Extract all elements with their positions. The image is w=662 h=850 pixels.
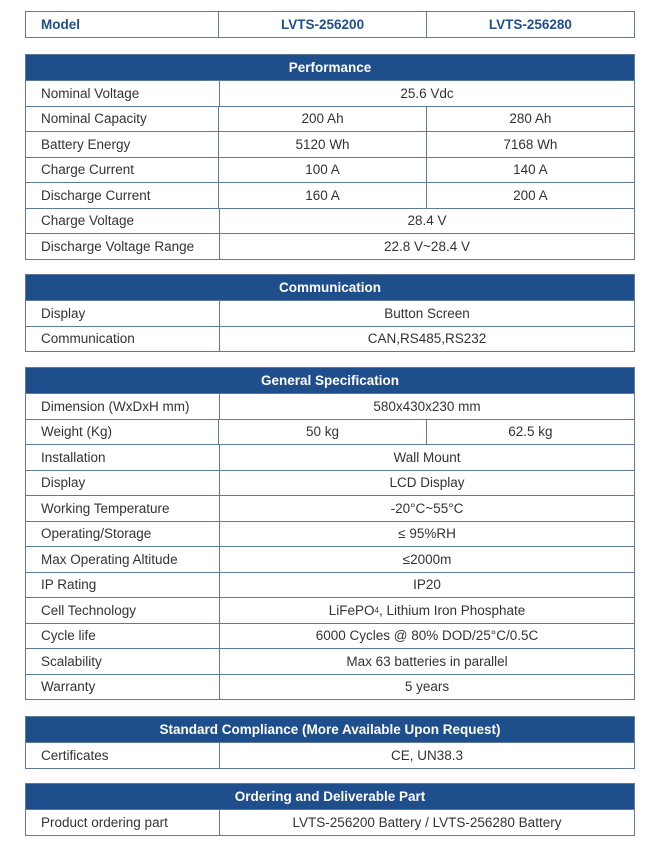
table-row [26,233,634,259]
row-label: Nominal Voltage [26,81,220,106]
table-row [26,208,634,234]
cell-chem-prefix: LiFePO [328,602,375,618]
row-label: Discharge Voltage Range [26,234,220,259]
cell-chem-suffix: , Lithium Iron Phosphate [378,602,526,618]
model-row [26,12,634,37]
table-row [26,182,634,208]
row-label: Product ordering part [26,810,220,835]
table-row [26,572,634,598]
ordering-header: Ordering and Deliverable Part [26,784,634,809]
row-value: CAN,RS485,RS232 [367,331,487,347]
row-label: Charge Current [26,158,219,183]
table-row [26,623,634,649]
row-value: 28.4 V [407,213,447,229]
row-value: CE, UN38.3 [390,747,464,763]
performance-table [25,54,635,260]
row-value: Button Screen [384,305,470,321]
row-value: LCD Display [389,475,465,491]
general-header: General Specification [26,368,634,393]
row-label: Display [26,301,220,326]
table-row [26,674,634,700]
row-label: Scalability [26,649,220,674]
row-label: Display [26,471,220,496]
row-value: 25.6 Vdc [400,85,454,101]
row-value-a: 160 A [219,183,426,208]
row-value: IP20 [413,577,441,593]
row-label: Nominal Capacity [26,107,219,132]
table-row [26,157,634,183]
row-label: Charge Voltage [26,209,220,234]
communication-header: Communication [26,275,634,300]
row-value-b: 200 A [513,187,548,203]
row-value-a: 200 Ah [219,107,426,132]
row-value-a: 100 A [219,158,426,183]
row-value-b: 7168 Wh [503,136,558,152]
compliance-table [25,716,635,769]
row-value: Max 63 batteries in parallel [346,653,508,669]
row-label: Operating/Storage [26,522,220,547]
row-value: ≤2000m [402,551,452,567]
table-row [26,809,634,835]
row-label: IP Rating [26,573,220,598]
table-row [26,300,634,326]
row-value: 6000 Cycles @ 80% DOD/25°C/0.5C [315,628,539,644]
table-row [26,546,634,572]
row-label: Max Operating Altitude [26,547,220,572]
row-value-b: 62.5 kg [508,424,553,440]
row-value: 580x430x230 mm [373,398,481,414]
row-value: 5 years [404,679,450,695]
performance-header: Performance [26,55,634,80]
table-row [26,648,634,674]
table-row [26,470,634,496]
table-row [26,106,634,132]
row-value: -20°C~55°C [390,500,464,516]
table-row [26,419,634,445]
row-label: Battery Energy [26,132,219,157]
row-label: Certificates [26,743,220,768]
table-row [26,131,634,157]
row-label: Warranty [26,675,220,700]
table-row [26,742,634,768]
row-value-b: 140 A [513,162,548,178]
row-value-a: 50 kg [219,420,426,445]
table-row [26,80,634,106]
row-label: Dimension (WxDxH mm) [26,394,220,419]
row-value-a: 5120 Wh [219,132,426,157]
row-value: LVTS-256200 Battery / LVTS-256280 Battery [292,814,562,830]
row-value: 22.8 V~28.4 V [384,238,470,254]
row-label: Weight (Kg) [26,420,219,445]
ordering-table [25,783,635,836]
row-label: Communication [26,327,220,352]
table-row [26,597,634,623]
model-b: LVTS-256280 [488,17,572,32]
table-row [26,495,634,521]
model-label: Model [26,12,219,37]
row-label: Discharge Current [26,183,219,208]
model-a: LVTS-256200 [219,12,426,37]
row-label: Cycle life [26,624,220,649]
row-label: Installation [26,445,220,470]
row-value: ≤ 95%RH [398,526,456,542]
row-label: Working Temperature [26,496,220,521]
table-row [26,393,634,419]
row-value: Wall Mount [393,449,461,465]
compliance-header: Standard Compliance (More Available Upon Request) [26,717,634,742]
row-value-b: 280 Ah [509,111,552,127]
table-row [26,326,634,352]
table-row [26,521,634,547]
communication-table [25,274,635,352]
row-value [220,598,634,623]
model-table [25,11,635,38]
cell-chem-subscript: 4 [374,605,379,615]
row-label: Cell Technology [26,598,220,623]
table-row [26,444,634,470]
general-table [25,367,635,700]
